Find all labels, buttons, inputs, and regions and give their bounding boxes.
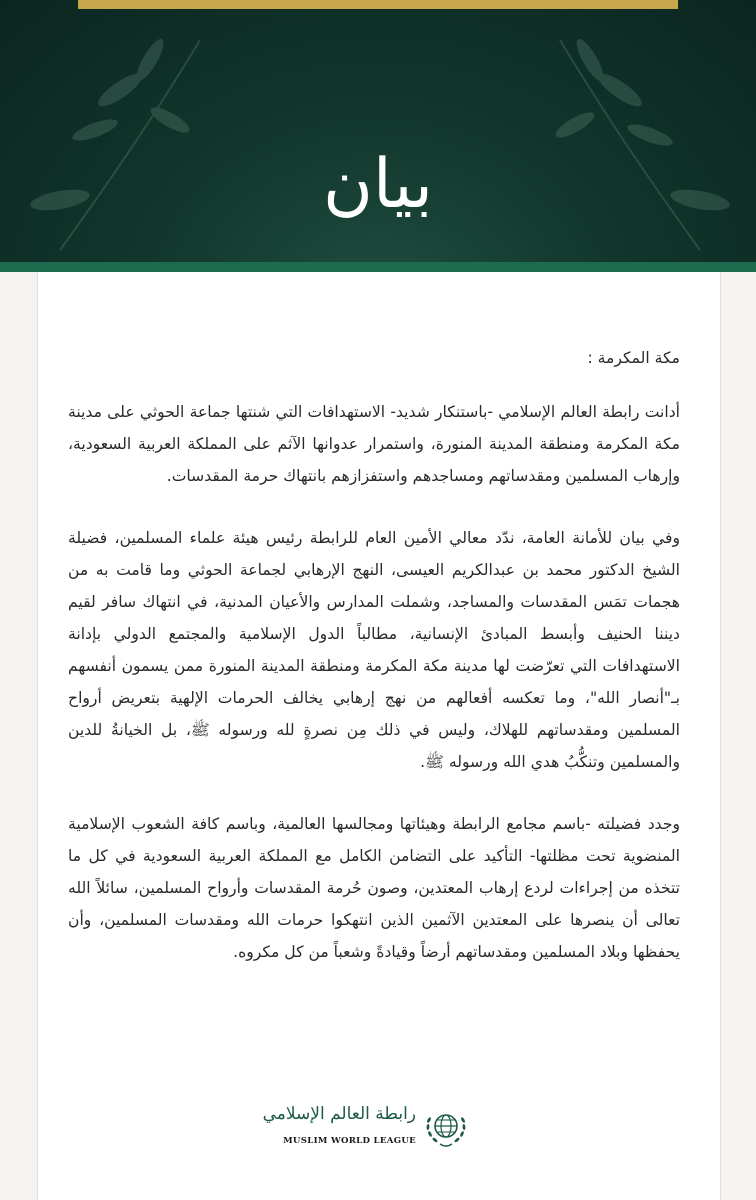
location-line: مكة المكرمة :: [587, 349, 680, 367]
paragraph-3: وجدد فضيلته -باسم مجامع الرابطة وهيئاتها ومجالسها العالمية، وباسم كافة الشعوب الإسلامية المنضوية تحت مظلتها- التأكيد على التضامن الكامل مع المملكة العربية السعودية في كل ما تتخذه من إجراءات لردع إرهاب المعتدين، وصون حُرمة المقدسات وأرواح المسلمين، سائلاً الله تعالى أن ينصرها على المعتدين الآثمين الذين انتهكوا حرمات الله ومقدسات المسلمين، وأن يحفظها وبلاد المسلمين ومقدساتهم أرضاً وقيادةً وشعباً من كل مكروه.: [68, 815, 680, 961]
logo-english-text: MUSLIM WORLD LEAGUE: [283, 1136, 416, 1146]
paragraph-2: وفي بيان للأمانة العامة، ندّد معالي الأمين العام للرابطة رئيس هيئة علماء المسلمين، فضيلة الشيخ الدكتور محمد بن عبدالكريم العيسى، النهج الإرهابي لجماعة الحوثي وما قامت به من هجمات تمَس المقدسات والمساجد، وشملت المدارس والأعيان المدنية، في انتهاك سافر لقيم ديننا الحنيف وأبسط المبادئ الإنسانية، مطالباً الدول الإسلامية والمجتمع الدولي بإدانة الاستهدافات التي تعرّضت لها مدينة مكة المكرمة ومنطقة المدينة المنورة ممن يسمون أنفسهم بـ"أنصار الله"، وما تعكسه أفعالهم من نهج إرهابي يخالف الحرمات الإلهية بتعريض أرواح المسلمين ومقدساتهم للهلاك، وليس في ذلك مِن نصرةٍ لله ورسوله ﷺ، بل الخيانةُ للدين والمسلمين وتنكُّبُ هدي الله ورسوله ﷺ.: [68, 529, 680, 771]
muslim-world-league-logo: [262, 1102, 480, 1160]
header-banner: [0, 0, 756, 272]
globe-wreath-emblem-icon: [420, 1102, 472, 1154]
logo-arabic-text: رابطة العالم الإسلامي: [262, 1104, 416, 1124]
paragraph-1: أدانت رابطة العالم الإسلامي -باستنكار شديد- الاستهدافات التي شنتها جماعة الحوثي على مدينة مكة المكرمة ومنطقة المدينة المنورة، واستمرار عدوانها الآثم على المملكة العربية السعودية، وإرهاب المسلمين ومقدساتهم ومساجدهم واستفزازهم بانتهاك حرمة المقدسات.: [68, 403, 680, 485]
olive-leaves-decoration-icon: [0, 0, 756, 272]
page-title: بيان: [322, 145, 434, 224]
document-body: [68, 342, 680, 998]
green-band: [0, 262, 756, 272]
